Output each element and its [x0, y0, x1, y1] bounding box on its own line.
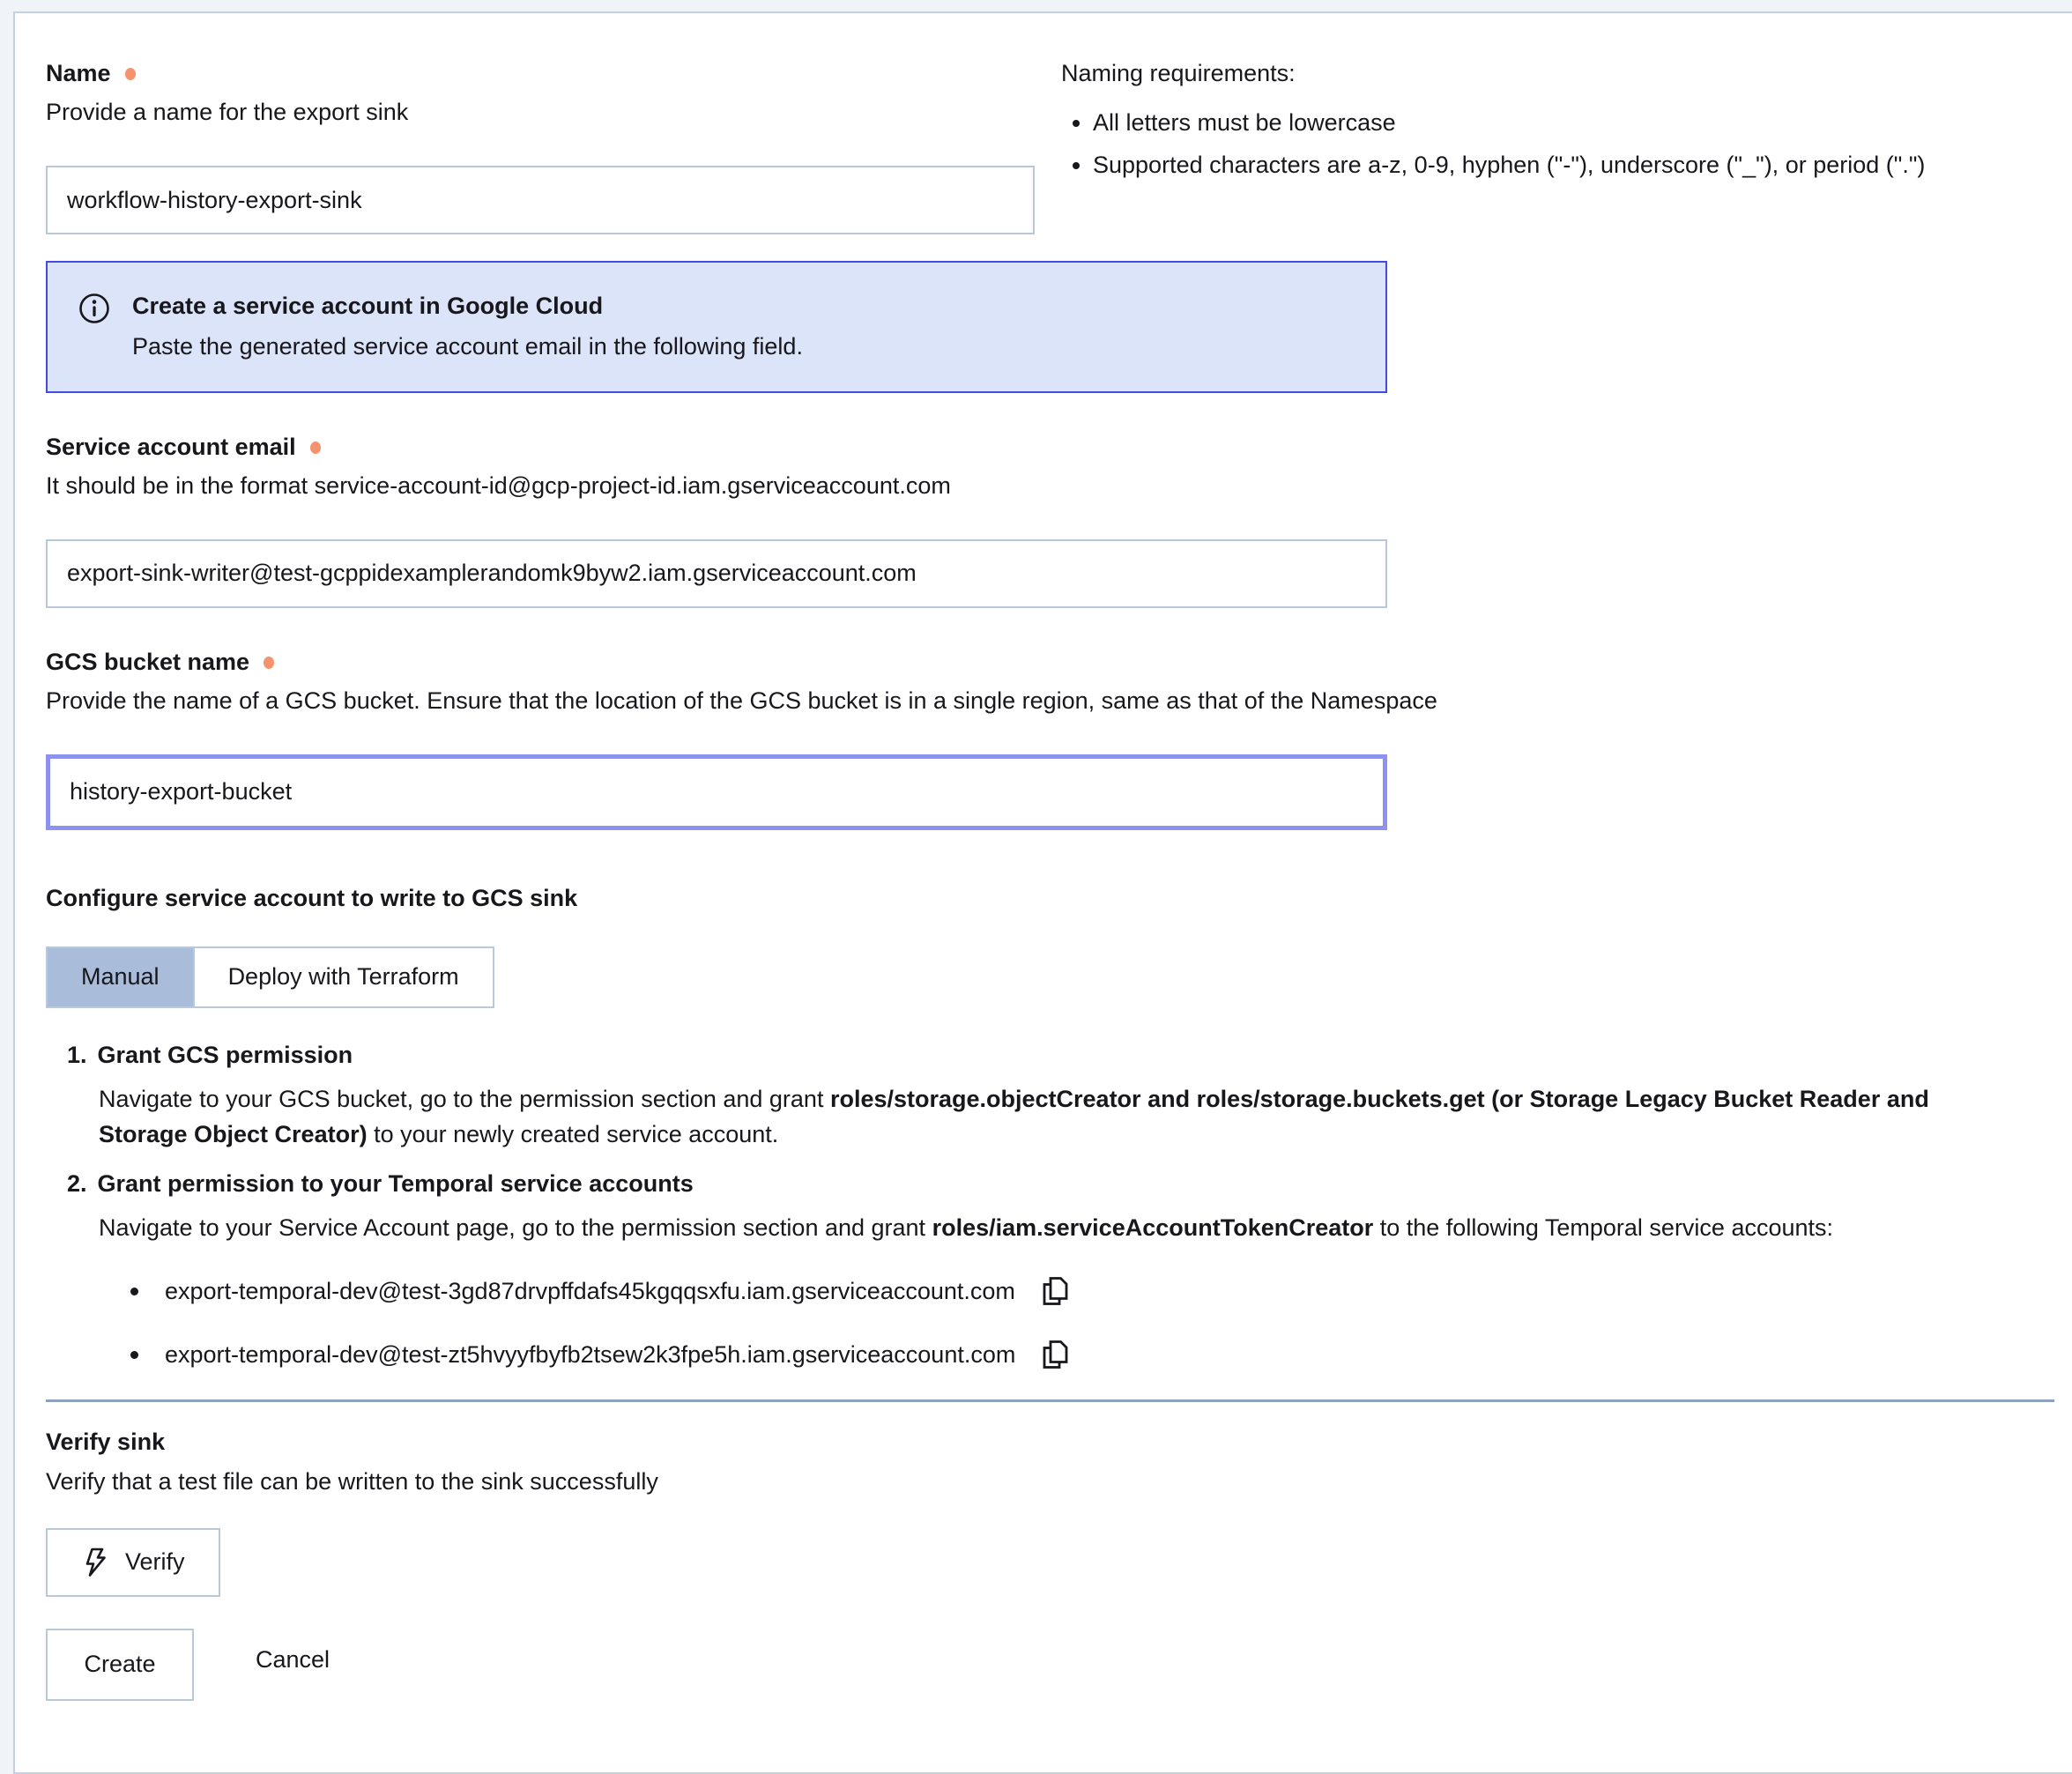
bucket-label: GCS bucket name — [46, 648, 250, 675]
service-account-field-block — [46, 430, 2054, 608]
copy-button[interactable] — [1040, 1338, 1071, 1372]
naming-requirement-item: • All letters must be lowercase — [1093, 106, 2054, 141]
bucket-label-row — [46, 645, 2054, 680]
step-number: 1. — [67, 1041, 87, 1068]
name-field-label: Name — [46, 60, 111, 87]
info-banner-title: Create a service account in Google Cloud — [132, 293, 604, 319]
name-field-label-row — [46, 56, 1035, 92]
cancel-button[interactable] — [247, 1629, 338, 1678]
tab-manual[interactable]: Manual — [48, 948, 193, 1006]
step-text-post: to your newly created service account. — [367, 1120, 779, 1147]
name-field-description: Provide a name for the export sink — [46, 99, 409, 125]
verify-sink-title: Verify sink — [46, 1428, 166, 1455]
form-actions — [46, 1629, 2054, 1701]
verify-button-label: Verify — [125, 1548, 185, 1576]
bucket-description: Provide the name of a GCS bucket. Ensure that the location of the GCS bucket is in a single region, same as that of the Namespace — [46, 687, 1437, 714]
section-divider — [46, 1399, 2054, 1402]
info-banner-description: Paste the generated service account email in the following field. — [132, 332, 803, 360]
naming-requirements-title: Naming requirements: — [1061, 60, 1296, 86]
step-title: Grant GCS permission — [97, 1041, 353, 1068]
naming-requirement-item: • Supported characters are a-z, 0-9, hyphen ("-"), underscore ("_"), or period (".") — [1093, 148, 2054, 183]
step-grant-temporal-permission — [46, 1167, 2054, 1373]
step-text-pre: Navigate to your GCS bucket, go to the permission section and grant — [99, 1085, 830, 1112]
service-account-email-input[interactable] — [46, 539, 1387, 608]
required-indicator-icon — [264, 657, 274, 669]
copy-icon — [1042, 1276, 1069, 1307]
step-title-row — [46, 1167, 2054, 1202]
name-input[interactable] — [46, 166, 1035, 234]
config-method-tabs — [46, 946, 494, 1008]
verify-sink-description: Verify that a test file can be written to the sink successfully — [46, 1468, 658, 1496]
cancel-button-label: Cancel — [256, 1646, 330, 1674]
service-account-email: export-temporal-dev@test-3gd87drvpffdafs45kgqqsxfu.iam.gserviceaccount.com — [165, 1277, 1015, 1304]
naming-requirements-list — [1061, 106, 2054, 183]
service-account-email: export-temporal-dev@test-zt5hvyyfbyfb2tsew2k3fpe5h.iam.gserviceaccount.com — [165, 1340, 1016, 1368]
service-account-item — [130, 1338, 2054, 1373]
step-text-roles: roles/iam.serviceAccountTokenCreator — [932, 1214, 1374, 1241]
tab-deploy-with-terraform[interactable]: Deploy with Terraform — [193, 948, 493, 1006]
export-sink-form-panel — [13, 11, 2072, 1774]
service-account-label-row — [46, 430, 2054, 465]
verify-button[interactable] — [46, 1528, 220, 1597]
step-text-pre: Navigate to your Service Account page, go to the permission section and grant — [99, 1214, 932, 1241]
temporal-service-accounts-list — [46, 1274, 2054, 1373]
bolt-icon — [81, 1547, 109, 1578]
name-field-block — [46, 56, 1035, 234]
copy-icon — [1042, 1340, 1069, 1370]
manual-steps-list — [46, 1038, 2054, 1373]
create-button-label: Create — [84, 1651, 156, 1678]
create-button[interactable] — [46, 1629, 194, 1701]
step-grant-gcs-permission — [46, 1038, 2054, 1153]
step-text — [46, 1082, 2020, 1153]
step-text-roles: roles/storage.objectCreator and roles/storage.buckets.get (or Storage Legacy Bucket Reader and Storage Object Creator) — [99, 1085, 1929, 1147]
step-title: Grant permission to your Temporal service accounts — [97, 1169, 694, 1197]
step-text — [46, 1211, 2020, 1246]
info-banner-text — [132, 289, 803, 365]
bucket-field-block — [46, 645, 2054, 830]
naming-requirements — [1061, 56, 2054, 183]
service-account-description: It should be in the format service-account-id@gcp-project-id.iam.gserviceaccount.com — [46, 471, 951, 499]
info-icon — [78, 292, 111, 325]
service-account-info-banner — [46, 261, 1387, 393]
configure-section-title: Configure service account to write to GCS sink — [46, 884, 578, 911]
name-and-requirements-row — [46, 56, 2054, 234]
required-indicator-icon — [125, 68, 136, 80]
service-account-item — [130, 1274, 2054, 1310]
copy-button[interactable] — [1040, 1274, 1071, 1309]
required-indicator-icon — [310, 442, 321, 454]
service-account-label: Service account email — [46, 433, 296, 460]
step-text-post: to the following Temporal service accounts: — [1373, 1214, 1834, 1241]
step-title-row — [46, 1038, 2054, 1073]
step-number: 2. — [67, 1169, 87, 1197]
gcs-bucket-name-input[interactable] — [46, 754, 1387, 830]
